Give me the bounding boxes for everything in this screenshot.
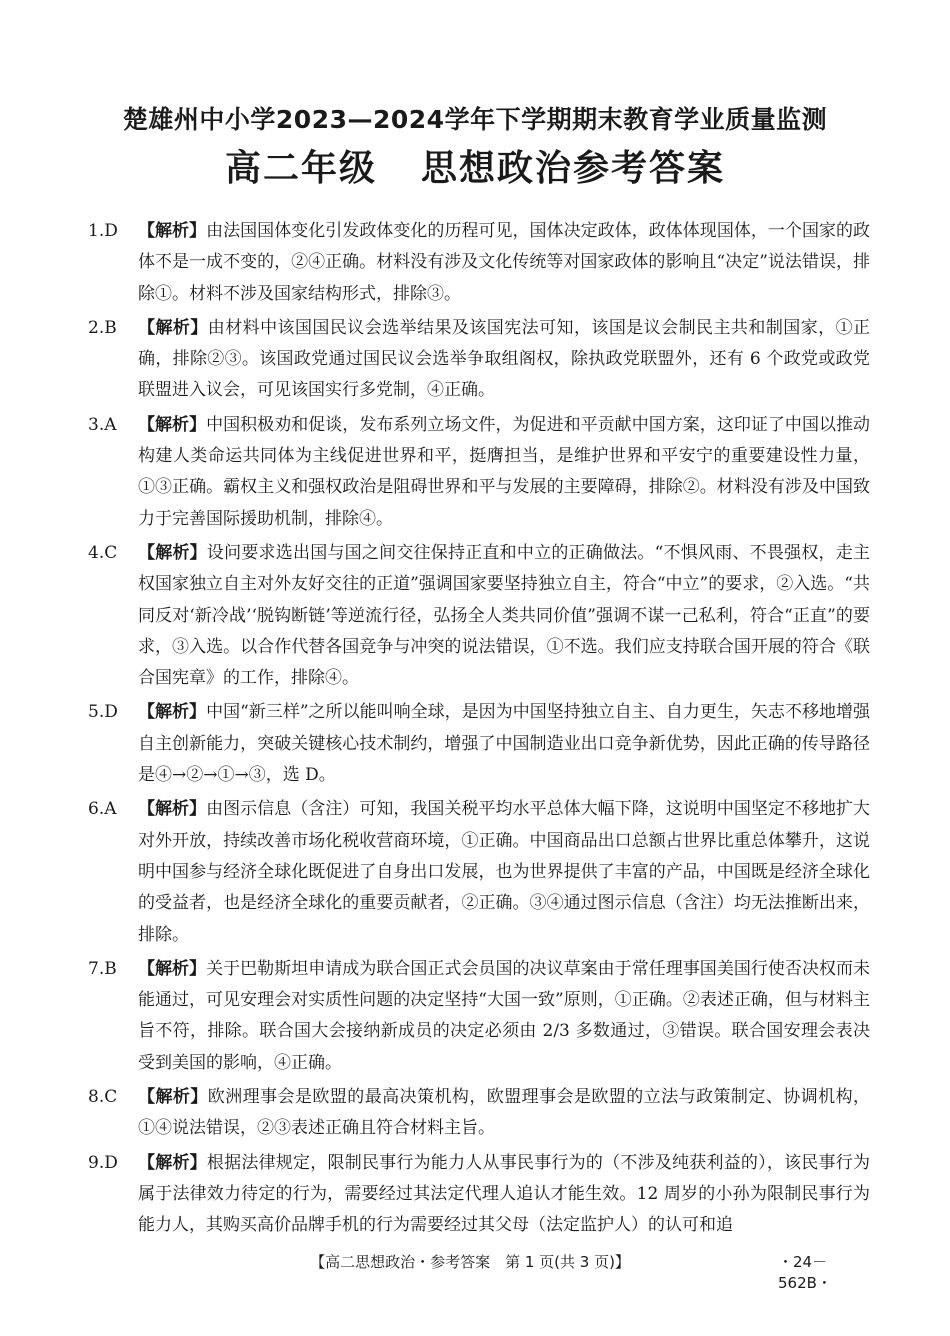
answer-number: 8.C xyxy=(88,1087,118,1108)
answer-item xyxy=(88,216,870,310)
footer-page-info: 【高二思想政治・参考答案 第 1 页(共 3 页)】 xyxy=(310,1253,630,1271)
footer-exam-code: ・24－562B・ xyxy=(778,1253,832,1292)
analysis-tag: 【解析】 xyxy=(138,1087,208,1108)
answer-item xyxy=(88,794,870,950)
analysis-text: 由材料中该国国民议会选举结果及该国宪法可知，该国是议会制民主共和制国家，①正确，排除②③。该国政党通过国民议会选举争取组阁权，除执政党联盟外，还有 6 个政党或政党联盟进入议会，可见该国实行多党制，④正确。 xyxy=(138,317,871,401)
answer-explanation xyxy=(138,794,870,950)
answer-explanation xyxy=(138,410,870,535)
analysis-text: 中国积极劝和促谈，发布系列立场文件，为促进和平贡献中国方案，这印证了中国以推动构建人类命运共同体为主线促进世界和平，挺膺担当，是维护世界和平安宁的重要建设性力量，①③正确。霸权主义和强权政治是阻碍世界和平与发展的主要障碍，排除②。材料没有涉及中国致力于完善国际援助机制，排除④。 xyxy=(138,414,871,529)
analysis-text: 根据法律规定，限制民事行为能力人从事民事行为的（不涉及纯获利益的），该民事行为属于法律效力待定的行为，需要经过其法定代理人追认才能生效。12 周岁的小孙为限制民事行为能力人，其购买高价品牌手机的行为需要经过其父母（法定监护人）的认可和追 xyxy=(138,1152,870,1236)
answer-list xyxy=(88,216,870,1245)
answer-item xyxy=(88,697,870,791)
analysis-tag: 【解析】 xyxy=(138,702,207,723)
answer-item xyxy=(88,1148,870,1242)
answer-item xyxy=(88,313,870,407)
grade-label: 高二年级 xyxy=(224,148,377,189)
answer-item xyxy=(88,410,870,535)
analysis-tag: 【解析】 xyxy=(138,542,207,563)
answer-item xyxy=(88,1082,870,1145)
answer-number: 5.D xyxy=(88,702,118,723)
analysis-tag: 【解析】 xyxy=(138,317,208,338)
answer-number: 3.A xyxy=(88,414,117,435)
answer-explanation xyxy=(138,954,870,1079)
answer-explanation xyxy=(138,697,870,791)
analysis-text: 由图示信息（含注）可知，我国关税平均水平总体大幅下降，这说明中国坚定不移地扩大对外开放，持续改善市场化税收营商环境，①正确。中国商品出口总额占世界比重总体攀升，这说明中国参与经济全球化既促进了自身出口发展，也为世界提供了丰富的产品，中国既是经济全球化的受益者，也是经济全球化的重要贡献者，②正确。③④通过图示信息（含注）均无法推断出来，排除。 xyxy=(138,799,871,945)
analysis-text: 关于巴勒斯坦申请成为联合国正式会员国的决议草案由于常任理事国美国行使否决权而未能通过，可见安理会对实质性问题的决定坚持“大国一致”原则，①正确。②表述正确，但与材料主旨不符，排除。联合国大会接纳新成员的决定必须由 2/3 多数通过，③错误。联合国安理会表决受到美国的影响，④正确。 xyxy=(138,958,871,1073)
answer-number: 7.B xyxy=(88,958,117,979)
analysis-tag: 【解析】 xyxy=(138,799,207,820)
analysis-tag: 【解析】 xyxy=(138,958,207,979)
analysis-text: 设问要求选出国与国之间交往保持正直和中立的正确做法。“不惧风雨、不畏强权，走主权国家独立自主对外友好交往的正道”强调国家要坚持独立自主，符合“中立”的要求，②入选。“共同反对‘新冷战’‘脱钩断链’等逆流行径，弘扬全人类共同价值”强调不谋一己私利，符合“正直”的要求，③入选。以合作代替各国竞争与冲突的说法错误，①不选。我们应支持联合国开展的符合《联合国宪章》的工作，排除④。 xyxy=(138,542,870,689)
subject-answer-label: 思想政治参考答案 xyxy=(421,148,726,189)
analysis-tag: 【解析】 xyxy=(138,221,207,241)
answer-explanation xyxy=(138,538,870,694)
answer-number: 2.B xyxy=(88,317,117,338)
answer-key-title xyxy=(0,140,950,191)
exam-title: 楚雄州中小学2023—2024学年下学期期末教育学业质量监测 xyxy=(122,105,828,134)
answer-number: 6.A xyxy=(88,799,117,820)
analysis-text: 中国“新三样”之所以能叫响全球，是因为中国坚持独立自主、自力更生，矢志不移地增强自主创新能力，突破关键核心技术制约，增强了中国制造业出口竞争新优势，因此正确的传导路径是④→②→①→③，选 D。 xyxy=(138,702,870,786)
analysis-tag: 【解析】 xyxy=(138,1152,207,1173)
answer-number: 4.C xyxy=(88,542,118,563)
analysis-text: 由法国国体变化引发政体变化的历程可见，国体决定政体，政体体现国体，一个国家的政体不是一成不变的，②④正确。材料没有涉及文化传统等对国家政体的影响且“决定”说法错误，排除①。材料不涉及国家结构形式，排除③。 xyxy=(138,221,871,304)
answer-item xyxy=(88,538,870,694)
answer-number: 9.D xyxy=(88,1152,118,1173)
answer-number: 1.D xyxy=(88,221,118,241)
analysis-text: 欧洲理事会是欧盟的最高决策机构，欧盟理事会是欧盟的立法与政策制定、协调机构，①④说法错误，②③表述正确且符合材料主旨。 xyxy=(138,1087,871,1139)
answer-explanation xyxy=(138,313,870,407)
analysis-tag: 【解析】 xyxy=(138,414,207,435)
answer-item xyxy=(88,954,870,1079)
answer-explanation xyxy=(138,216,870,310)
answer-explanation xyxy=(138,1148,870,1242)
answer-explanation xyxy=(138,1082,870,1145)
